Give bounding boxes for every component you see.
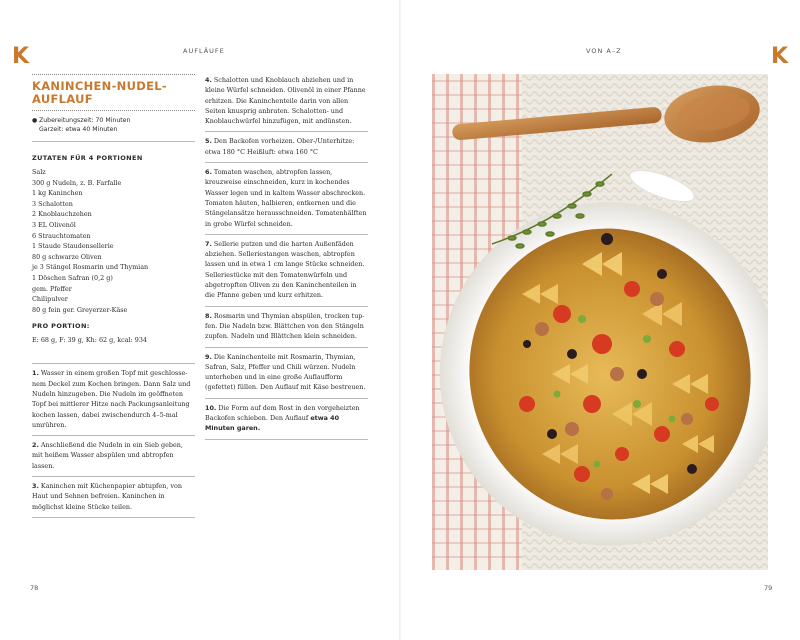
recipe-title-line-1: KANINCHEN-NUDEL- [32, 79, 167, 93]
nutrition-info: E: 68 g, F: 39 g, Kh: 62 g, kcal: 934 [32, 336, 147, 345]
section-letter-right: K [771, 44, 789, 69]
ingredients-list [32, 167, 195, 315]
ingredient-item: 3 Schalotten [32, 199, 73, 208]
step-7: 7. Sellerie putzen und die harten Außenfäden abziehen. Selleriestangen waschen, abtropfen lassen und in etwa 1 cm lange Stücke schneiden. Selleriestücke mit den Tomatenwürfeln und abgetropften Oliven zu den Kaninchenteilen in die Pfanne geben und kurz erhitzen. [205, 239, 365, 300]
recipe-times [32, 117, 195, 134]
ingredient-item: 80 g fein ger. Greyerzer-Käse [32, 305, 128, 314]
step-4: 4. Schalotten und Knoblauch abziehen und in kleine Würfel schneiden. Olivenöl in einer Pfanne erhitzen. Die Kaninchenteile darin von allen Seiten knusprig anbraten. Schalotten- und Knoblauchwürfel hinzufügen, mit andünsten. [205, 76, 366, 126]
page-number-right: 79 [764, 584, 773, 592]
cook-time: Garzeit: etwa 40 Minuten [39, 125, 118, 133]
section-letter-left: K [12, 44, 30, 69]
step-10: 10. Die Form auf dem Rost in den vorgeheizten Backofen schieben. Den Auflauf etwa 40 Minuten garen. [205, 403, 360, 433]
running-head-right: VON A–Z [586, 47, 622, 55]
ingredient-item: gem. Pfeffer [32, 284, 72, 293]
ingredient-item: 1 Döschen Safran (0,2 g) [32, 273, 113, 282]
recipe-title-line-2: AUFLAUF [32, 92, 93, 106]
ingredient-item: 80 g schwarze Oliven [32, 252, 102, 261]
step-2: 2. Anschließend die Nudeln in ein Sieb geben, mit heißem Wasser abspülen und abtropfen lassen. [32, 441, 183, 470]
ingredient-item: 3 EL Olivenöl [32, 220, 76, 229]
clock-icon: ● [32, 117, 38, 124]
recipe-photo [432, 74, 768, 570]
recipe-title [32, 80, 195, 106]
ingredient-item: Salz [32, 168, 46, 176]
ingredients-heading: ZUTATEN FÜR 4 PORTIONEN [32, 154, 143, 162]
divider [32, 74, 195, 75]
step-6: 6. Tomaten waschen, abtropfen lassen, kreuzweise einschneiden, kurz in kochendes Wasser legen und in kaltem Wasser abschrecken. Tomaten häuten, halbieren, entkernen und die Stängelansätze herausschneiden. Tomatenhälften in grobe Würfel schneiden. [205, 168, 367, 228]
ingredient-item: Chilipulver [32, 295, 68, 304]
recipe-column-2 [205, 74, 368, 440]
running-head-left: AUFLÄUFE [183, 47, 225, 55]
recipe-column-1 [32, 74, 195, 518]
ingredient-item: 300 g Nudeln, z. B. Farfalle [32, 178, 122, 187]
divider [205, 439, 368, 440]
step-8: 8. Rosmarin und Thymian abspülen, trocken tup-fen. Die Nadeln bzw. Blättchen von den Stängeln zupfen. Nadeln und Blättchen klein schneiden. [205, 311, 365, 341]
ingredient-item: 1 kg Kaninchen [32, 189, 83, 198]
prep-time: Zubereitungszeit: 70 Minuten [39, 117, 131, 124]
ingredient-item: 1 Staude Staudensellerie [32, 242, 114, 251]
ingredient-item: 2 Knoblauchzehen [32, 210, 92, 219]
step-1: 1. Wasser in einem großen Topf mit geschlosse-nem Deckel zum Kochen bringen. Dann Salz und Nudeln hinzugeben. Die Nudeln im geöffneten Topf bei mittlerer Hitze nach Packungsanleitung kochen lassen, dabei zwischendurch 4–5-mal umrühren. [32, 369, 191, 429]
divider [32, 517, 195, 518]
step-3: 3. Kaninchen mit Küchenpapier abtupfen, von Haut und Sehnen befreien. Kaninchen in möglichst kleine Stücke teilen. [32, 481, 182, 511]
divider [32, 141, 195, 142]
divider [32, 110, 195, 111]
step-5: 5. Den Backofen vorheizen. Ober-/Unterhitze: etwa 180 °C Heißluft: etwa 160 °C [205, 137, 355, 156]
portion-heading: PRO PORTION: [32, 322, 90, 331]
step-9: 9. Die Kaninchenteile mit Rosmarin, Thymian, Safran, Salz, Pfeffer und Chili würzen. Nudeln unterheben und in eine große Auflaufform (gefettet) füllen. Den Auflauf mit Käse bestreuen. [205, 352, 366, 392]
ingredient-item: je 3 Stängel Rosmarin und Thymian [32, 263, 149, 272]
page-number-left: 78 [30, 584, 39, 592]
ingredient-item: 6 Strauchtomaten [32, 231, 91, 240]
